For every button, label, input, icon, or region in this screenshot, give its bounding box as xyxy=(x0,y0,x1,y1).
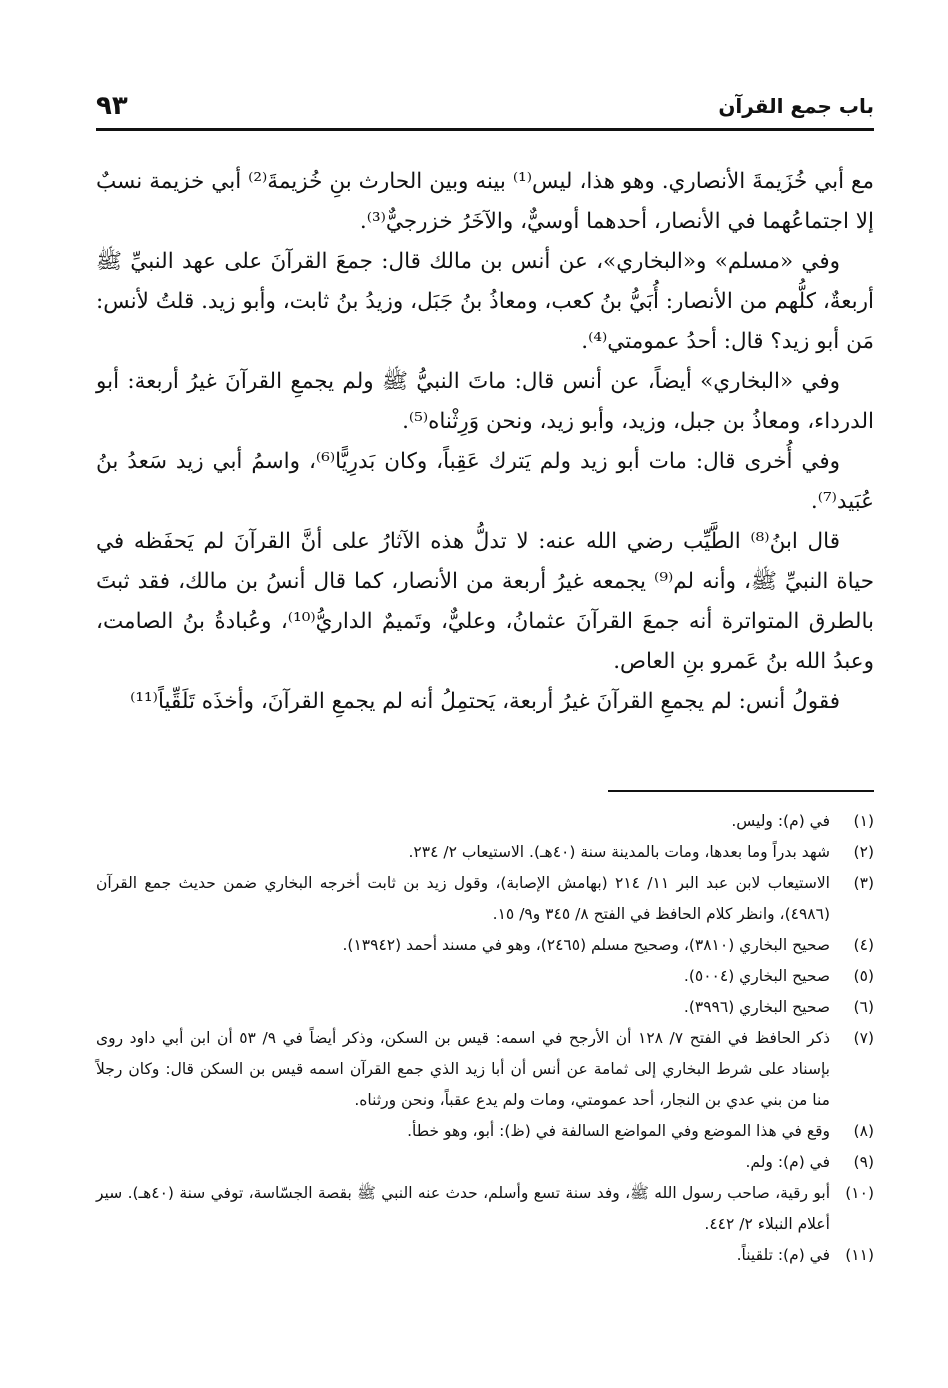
footnote xyxy=(96,1116,874,1147)
footnote-text: الاستيعاب لابن عبد البر ١١/ ٢١٤ (بهامش الإصابة)، وقول زيد بن ثابت أخرجه البخاري ضمن حديث جمع القرآن (٤٩٨٦)، وانظر كلام الحافظ في الفتح ٨/ ٣٤٥ و٩/ ١٥. xyxy=(96,874,830,923)
footnote-number: (٧) xyxy=(853,1029,874,1047)
paragraph: قال ابنُ⁽⁸⁾ الطَّيِّب رضي الله عنه: لا تدلُّ هذه الآثارُ على أنَّ القرآنَ لم يَحفَظه في حياة النبيِّ ﷺ، وأنه لم⁽⁹⁾ يجمعه غيرُ أربعة من الأنصار، كما قال أنسُ بن مالك، فقد ثبتَ بالطرق المتواترة أنه جمعَ القرآنَ عثمانُ، وعليٌّ، وتَميمٌ الداريُّ⁽¹⁰⁾، وعُبادةُ بنُ الصامت، وعبدُ الله بنُ عَمرو بنِ العاص. xyxy=(96,529,874,674)
footnote-text: صحيح البخاري (٥٠٠٤). xyxy=(683,967,830,985)
footnote-number: (٤) xyxy=(853,936,874,954)
footnote-number: (١) xyxy=(853,812,874,830)
paragraph: وفي «البخاري» أيضاً، عن أنس قال: ماتَ النبيُّ ﷺ ولم يجمعِ القرآنَ غيرُ أربعة: أبو الدرداء، ومعاذُ بن جبل، وزيد، وأبو زيد، ونحن وَرِثْناه⁽⁵⁾. xyxy=(96,369,874,434)
footnote xyxy=(96,961,874,992)
page-header xyxy=(96,84,874,131)
footnote-number: (٢) xyxy=(853,843,874,861)
page-number: ٩٣ xyxy=(96,91,128,121)
footnote-number: (١٠) xyxy=(845,1184,874,1202)
paragraph: فقولُ أنس: لم يجمعِ القرآنَ غيرُ أربعة، يَحتمِلُ أنه لم يجمعِ القرآنَ، وأخذَه تَلَقِّياً⁽¹¹⁾ xyxy=(130,689,840,714)
footnote xyxy=(96,868,874,930)
footnote xyxy=(96,1240,874,1271)
footnote-text: وقع في هذا الموضع وفي المواضع السالفة في (ظ): أبو، وهو خطأ. xyxy=(407,1122,830,1140)
footnote-number: (٦) xyxy=(853,998,874,1016)
footnote xyxy=(96,1178,874,1240)
footnote xyxy=(96,1147,874,1178)
footnote xyxy=(96,1023,874,1116)
footnote xyxy=(96,837,874,868)
footnotes xyxy=(96,806,874,1271)
footnote-text: صحيح البخاري (٣٨١٠)، وصحيح مسلم (٢٤٦٥)، وهو في مسند أحمد (١٣٩٤٢). xyxy=(342,936,830,954)
paragraph: مع أبي خُزَيمةَ الأنصاري. وهو هذا، ليس⁽¹⁾ بينه وبين الحارث بنِ خُزيمةَ⁽²⁾ أبي خزيمة نسبٌ إلا اجتماعُهما في الأنصار، أحدهما أوسيٌّ، والآخَرُ خزرجيٌّ⁽³⁾. xyxy=(96,169,874,234)
footnote-text: في (م): ولم. xyxy=(745,1153,830,1171)
footnote-divider xyxy=(608,790,874,792)
paragraph: وفي «مسلم» و«البخاري»، عن أنس بن مالك قال: جمعَ القرآنَ على عهد النبيِّ ﷺ أربعةٌ، كلُّهم من الأنصار: أُبَيُّ بنُ كعب، ومعاذُ بنُ جَبَل، وزيدُ بنُ ثابت، وأبو زيد. قلتُ لأنس: مَن أبو زيد؟ قال: أحدُ عمومتي⁽⁴⁾. xyxy=(96,249,874,354)
footnote-number: (٩) xyxy=(853,1153,874,1171)
paragraph: وفي أُخرى قال: مات أبو زيد ولم يَترك عَقِباً، وكان بَدرِيًّا⁽⁶⁾، واسمُ أبي زيد سَعدُ بنُ عُبَيد⁽⁷⁾. xyxy=(96,449,874,514)
footnote xyxy=(96,992,874,1023)
footnote-number: (٨) xyxy=(853,1122,874,1140)
footnote-text: شهد بدراً وما بعدها، ومات بالمدينة سنة (٤٠هـ). الاستيعاب ٢/ ٢٣٤. xyxy=(408,843,830,861)
footnote-text: ذكر الحافظ في الفتح ٧/ ١٢٨ أن الأرجح في اسمه: قيس بن السكن، وذكر أيضاً في ٩/ ٥٣ أن ابن أبي داود روى بإسناد على شرط البخاري إلى ثمامة عن أنس أن أبا زيد الذي جمع القرآن اسمه قيس بن السكن قال: وكان رجلاً منا من بني عدي بن النجار، أحد عمومتي، ومات ولم يدع عقباً، ونحن ورثناه. xyxy=(96,1029,831,1109)
footnote-text: في (م): تلقيناً. xyxy=(736,1246,830,1264)
footnote-text: في (م): وليس. xyxy=(731,812,830,830)
footnote-number: (١١) xyxy=(845,1246,874,1264)
main-text xyxy=(96,162,874,722)
footnote xyxy=(96,806,874,837)
footnote-text: أبو رقية، صاحب رسول الله ﷺ، وفد سنة تسع وأسلم، حدث عنه النبي ﷺ بقصة الجسّاسة، توفي سنة (٤٠هـ). سير أعلام النبلاء ٢/ ٤٤٢. xyxy=(96,1184,830,1233)
chapter-title: باب جمع القرآن xyxy=(718,94,874,118)
footnote-number: (٣) xyxy=(853,874,874,892)
footnote xyxy=(96,930,874,961)
footnote-number: (٥) xyxy=(853,967,874,985)
footnote-text: صحيح البخاري (٣٩٩٦). xyxy=(683,998,830,1016)
